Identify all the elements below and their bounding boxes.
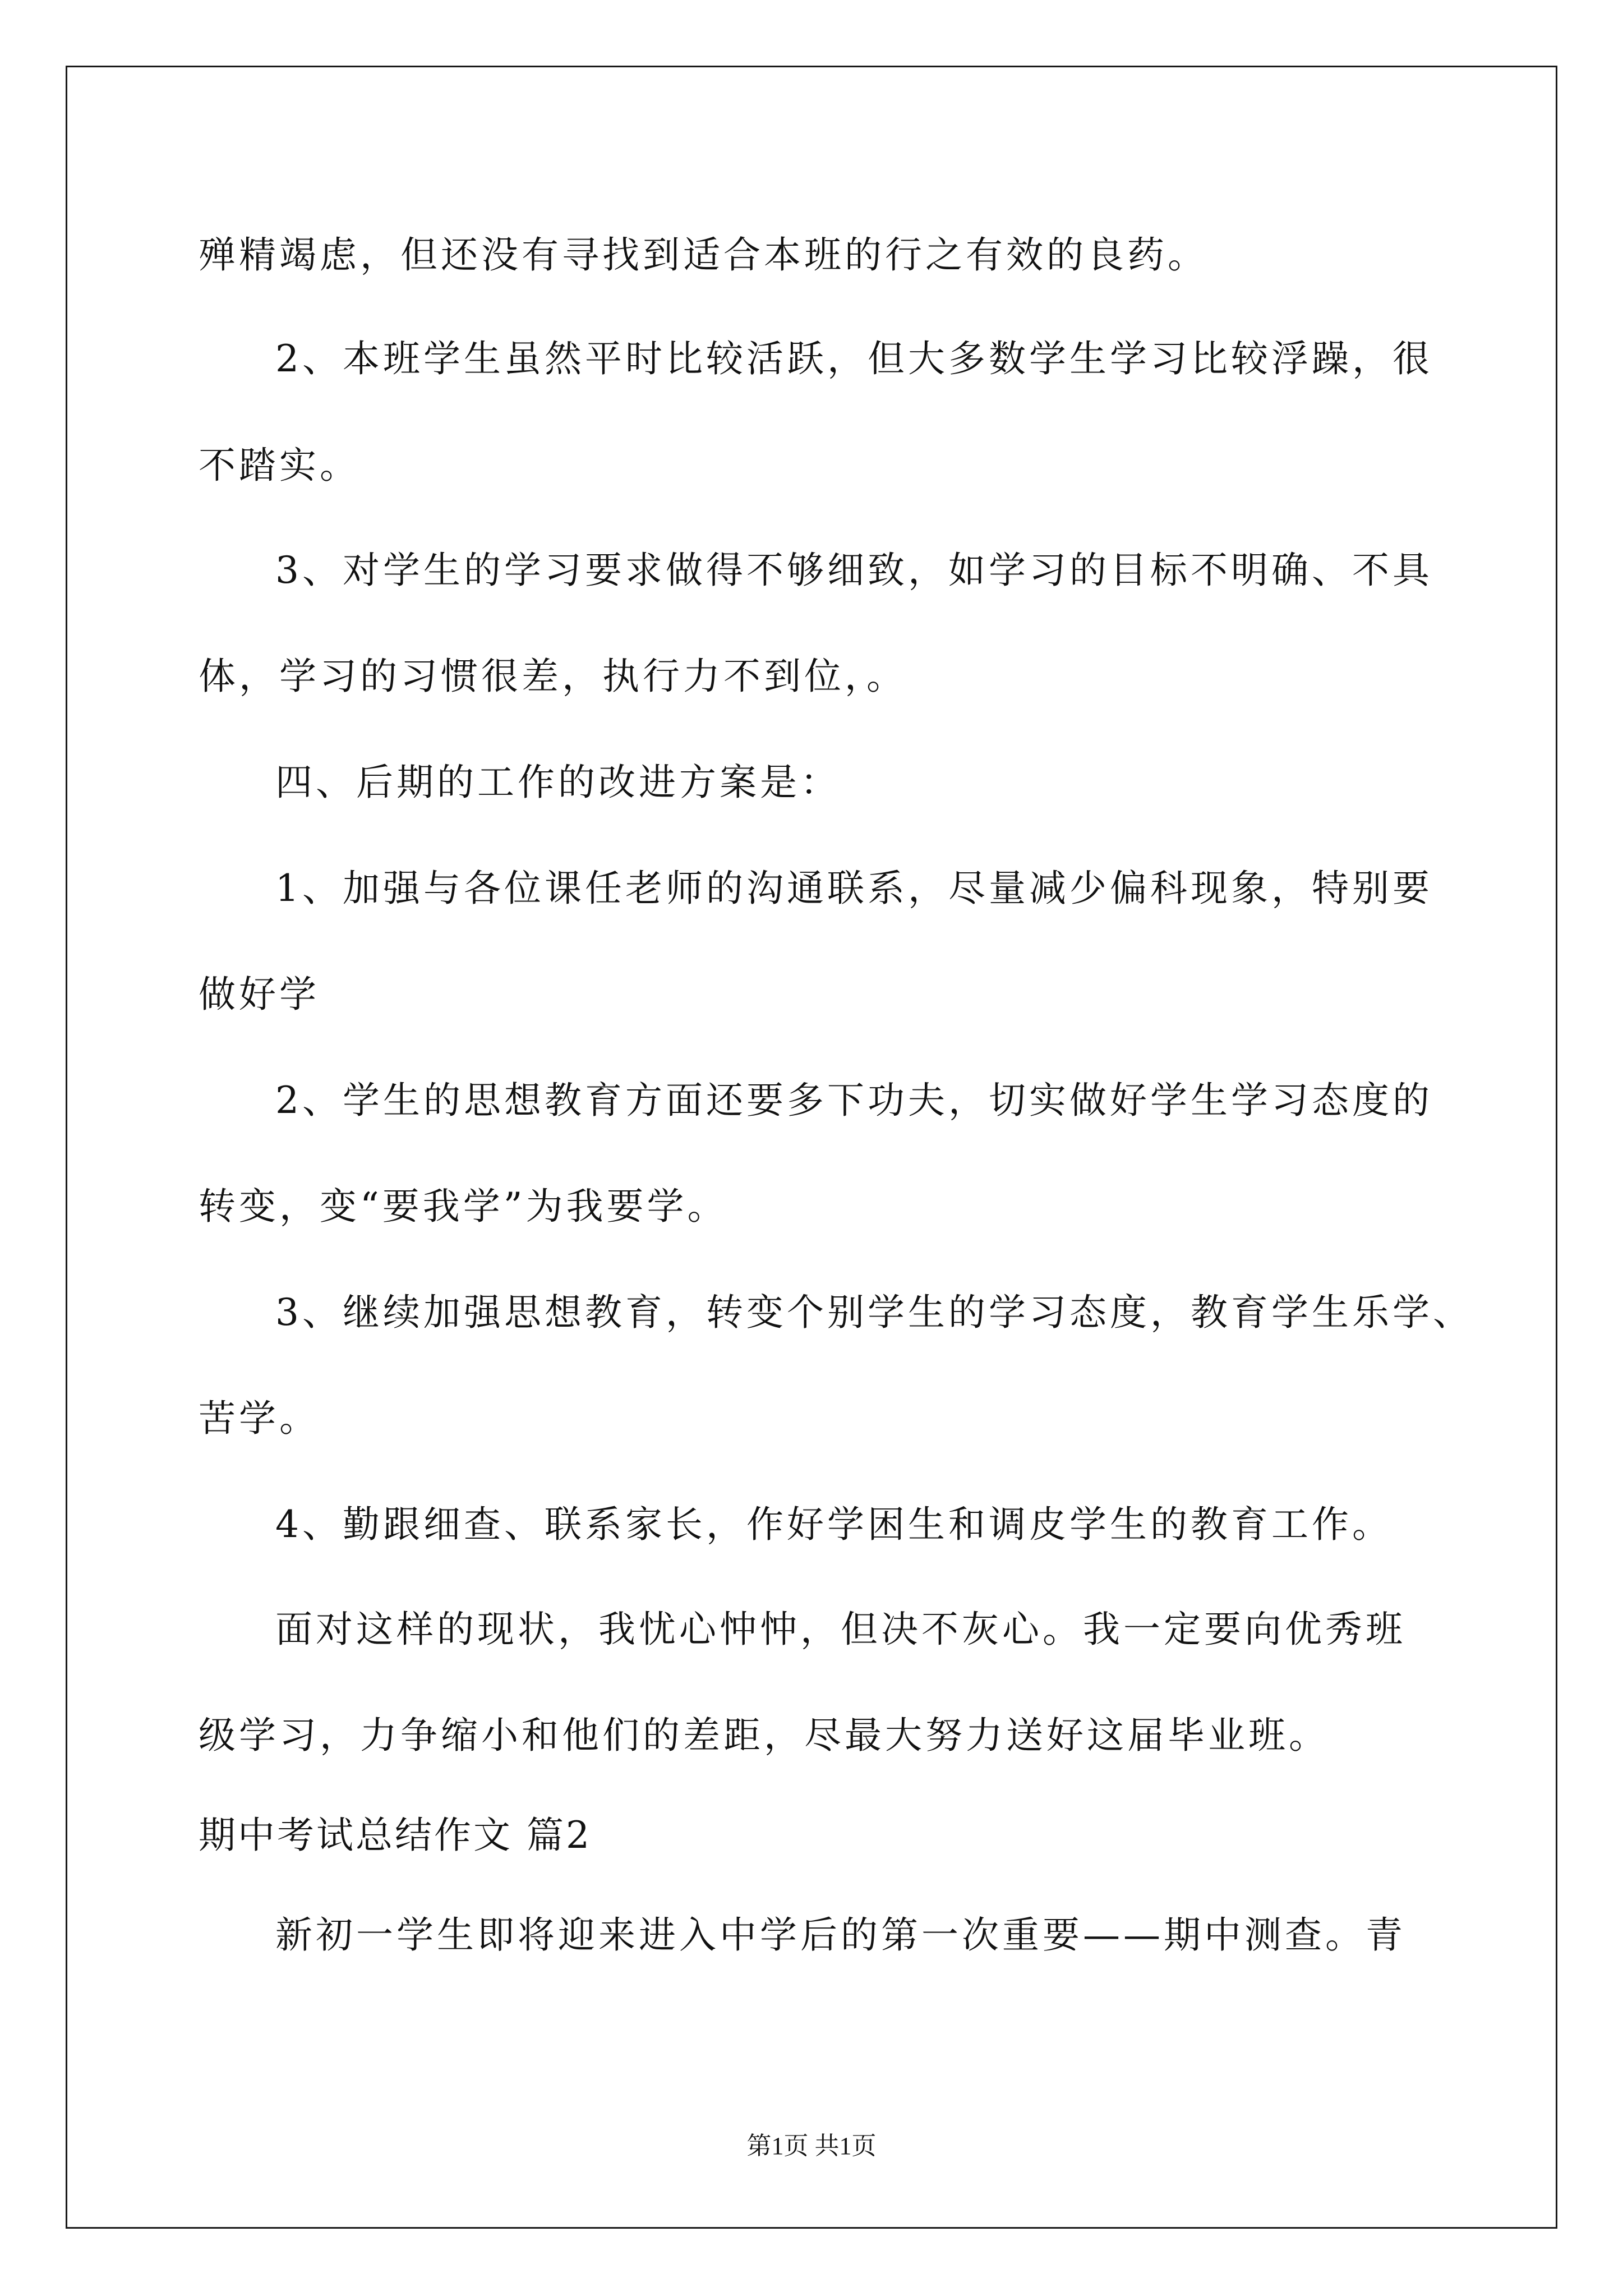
paragraph-line: 新初一学生即将迎来进入中学后的第一次重要——期中测查。青 [275,1913,1406,1957]
paragraph-line: 4、勤跟细查、联系家长，作好学困生和调皮学生的教育工作。 [275,1503,1393,1546]
page-border [66,66,1557,2229]
page-footer: 第1页 共1页 [746,2132,877,2160]
paragraph-line: 级学习，力争缩小和他们的差距，尽最大努力送好这届毕业班。 [199,1714,1329,1757]
paragraph-line: 苦学。 [199,1397,320,1440]
paragraph-line: 面对这样的现状，我忧心忡忡，但决不灰心。我一定要向优秀班 [275,1608,1406,1651]
paragraph-line: 殚精竭虑，但还没有寻找到适合本班的行之有效的良药。 [199,233,1208,277]
paragraph-line: 做好学 [199,973,320,1016]
paragraph-line: 1、加强与各位课任老师的沟通联系，尽量减少偏科现象，特别要 [275,867,1433,910]
section-heading: 四、后期的工作的改进方案是： [275,761,841,804]
paragraph-line: 2、本班学生虽然平时比较活跃，但大多数学生学习比较浮躁，很 [275,337,1433,380]
paragraph-line: 体，学习的习惯很差，执行力不到位，。 [199,655,907,698]
paragraph-line: 3、对学生的学习要求做得不够细致，如学习的目标不明确、不具 [275,549,1433,592]
paragraph-line: 转变，变“要我学”为我要学。 [199,1185,728,1228]
paragraph-line: 3、继续加强思想教育，转变个别学生的学习态度，教育学生乐学、 [275,1291,1473,1334]
article-title: 期中考试总结作文 篇2 [199,1814,592,1857]
paragraph-line: 2、学生的思想教育方面还要多下功夫，切实做好学生学习态度的 [275,1079,1433,1122]
paragraph-line: 不踏实。 [199,444,360,487]
